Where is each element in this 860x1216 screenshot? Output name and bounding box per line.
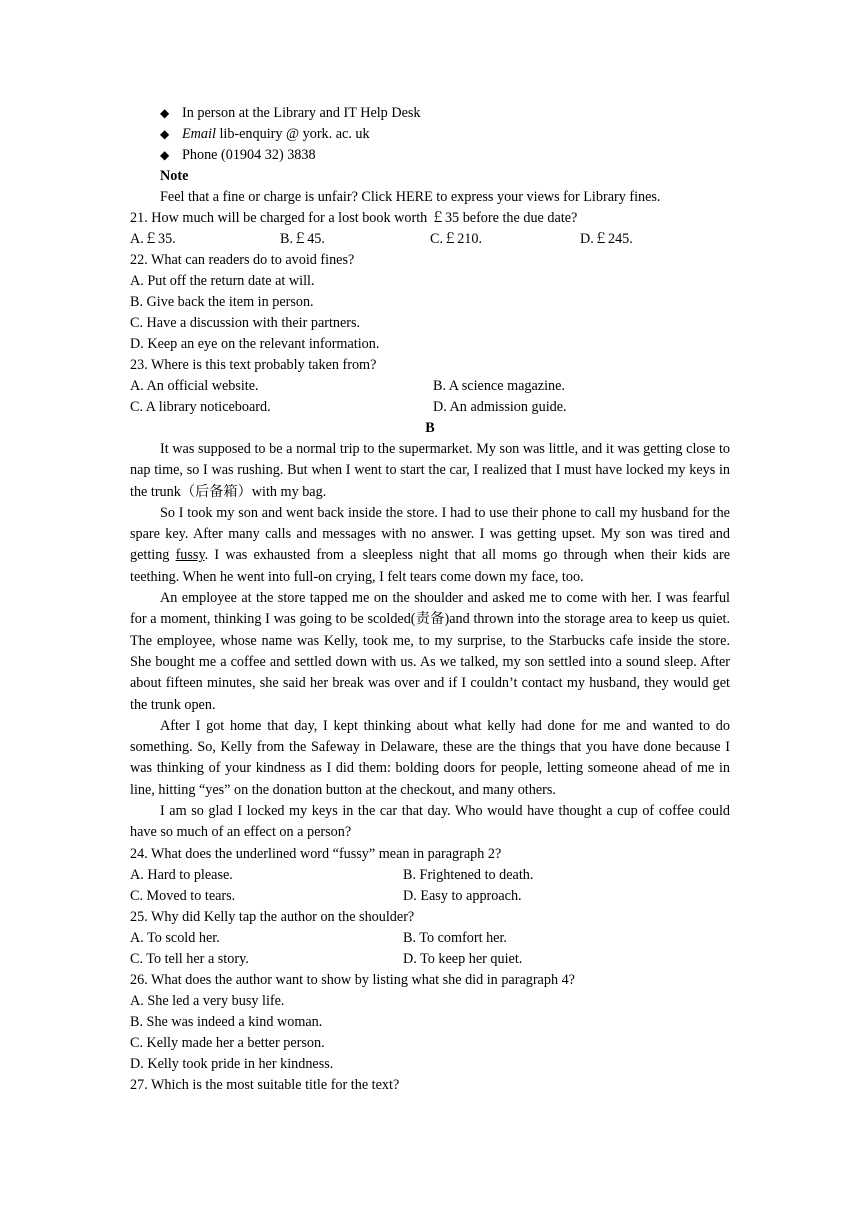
question-24-options-row2 [130, 886, 730, 907]
contact-item-email: ◆ Email lib-enquiry @ york. ac. uk [130, 124, 730, 145]
option-c: C. Moved to tears. [130, 887, 236, 904]
section-heading-b: B [425, 420, 435, 436]
question-22-stem: 22. What can readers do to avoid fines? [130, 252, 355, 268]
question-23-options-row1 [130, 376, 730, 397]
diamond-bullet-icon: ◆ [160, 148, 170, 162]
passage-b [130, 439, 730, 844]
option-c: C. Have a discussion with their partners. [130, 315, 361, 331]
diamond-bullet-icon: ◆ [160, 106, 170, 120]
option-b: B. A science magazine. [433, 378, 565, 394]
question-27-stem: 27. Which is the most suitable title for the text? [130, 1076, 400, 1093]
paragraph-4: After I got home that day, I kept thinking about what kelly had done for me and wanted to do something. So, Kelly from the Safeway in Delaware, these are the things that you have done because I was thinking of your kindness as I did them: bolding doors for people, letting someone ahead of me in line, hitting “yes” on the donation button at the checkout, and many others. [130, 717, 730, 798]
option-a: A. An official website. [130, 378, 259, 394]
note-text: Feel that a fine or charge is unfair? Click HERE to express your views for Library fines. [160, 189, 661, 205]
option-a: A. To scold her. [130, 929, 220, 946]
option-b: B. To comfort her. [403, 929, 507, 946]
question-25-stem: 25. Why did Kelly tap the author on the shoulder? [130, 908, 415, 925]
option-c: C. A library noticeboard. [130, 399, 271, 415]
option-a: A.￡35. [130, 231, 176, 247]
question-21-stem: 21. How much will be charged for a lost book worth ￡35 before the due date? [130, 210, 578, 226]
option-d: D. To keep her quiet. [403, 950, 523, 967]
contact-item-in-person: ◆ In person at the Library and IT Help Desk [130, 103, 730, 124]
note-heading: Note [160, 168, 189, 184]
option-d: D. An admission guide. [433, 399, 567, 415]
question-24-stem: 24. What does the underlined word “fussy” mean in paragraph 2? [130, 845, 502, 862]
option-a: A. Put off the return date at will. [130, 273, 315, 289]
option-b: B. Give back the item in person. [130, 294, 314, 310]
paragraph-3: An employee at the store tapped me on the shoulder and asked me to come with her. I was fearful for a moment, thinking I was going to be scolded(责备)and thrown into the storage area to keep us quiet. The employee, whose name was Kelly, took me, to my surprise, to the Starbucks cafe inside the store. She bought me a coffee and settled down with us. As we talked, my son settled into a sound sleep. After about fifteen minutes, she said her break was over and if I couldn’t contact my husband, they would get the trunk open. [130, 590, 730, 713]
option-d: D. Keep an eye on the relevant information. [130, 336, 380, 352]
option-d: D. Kelly took pride in her kindness. [130, 1055, 334, 1072]
option-a: A. Hard to please. [130, 866, 233, 883]
question-25-options-row1 [130, 928, 730, 949]
option-b: B. Frightened to death. [403, 866, 534, 883]
document-page [130, 103, 730, 1096]
question-21-options [130, 229, 730, 250]
option-d: D. Easy to approach. [403, 887, 522, 904]
option-d: D.￡245. [580, 231, 633, 247]
question-26-stem: 26. What does the author want to show by listing what she did in paragraph 4? [130, 971, 575, 988]
option-b: B.￡45. [280, 231, 325, 247]
diamond-bullet-icon: ◆ [160, 127, 170, 141]
paragraph-2: So I took my son and went back inside the store. I had to use their phone to call my husband for the spare key. After many calls and messages with no answer. I was getting upset. My son was tired and getting fussy. I was exhausted from a sleepless night that all moms go through when their kids are teething. When he went into full-on crying, I felt tears come down my face, too. [130, 504, 731, 585]
option-c: C.￡210. [430, 231, 483, 247]
underlined-word: fussy [175, 547, 205, 564]
option-b: B. She was indeed a kind woman. [130, 1013, 323, 1030]
contact-item-phone: ◆ Phone (01904 32) 3838 [130, 145, 730, 166]
question-23-options-row2 [130, 397, 730, 418]
paragraph-1: It was supposed to be a normal trip to the supermarket. My son was little, and it was getting close to nap time, so I was rushing. But when I went to start the car, I realized that I must have locked my keys in the trunk（后备箱）with my bag. [130, 441, 730, 500]
question-23-stem: 23. Where is this text probably taken from? [130, 357, 377, 373]
option-c: C. To tell her a story. [130, 950, 249, 967]
paragraph-5: I am so glad I locked my keys in the car that day. Who would have thought a cup of coffee could have so much of an effect on a person? [130, 803, 730, 841]
option-a: A. She led a very busy life. [130, 992, 285, 1009]
question-24-options-row1 [130, 865, 730, 886]
question-25-options-row2 [130, 949, 730, 970]
option-c: C. Kelly made her a better person. [130, 1034, 325, 1051]
